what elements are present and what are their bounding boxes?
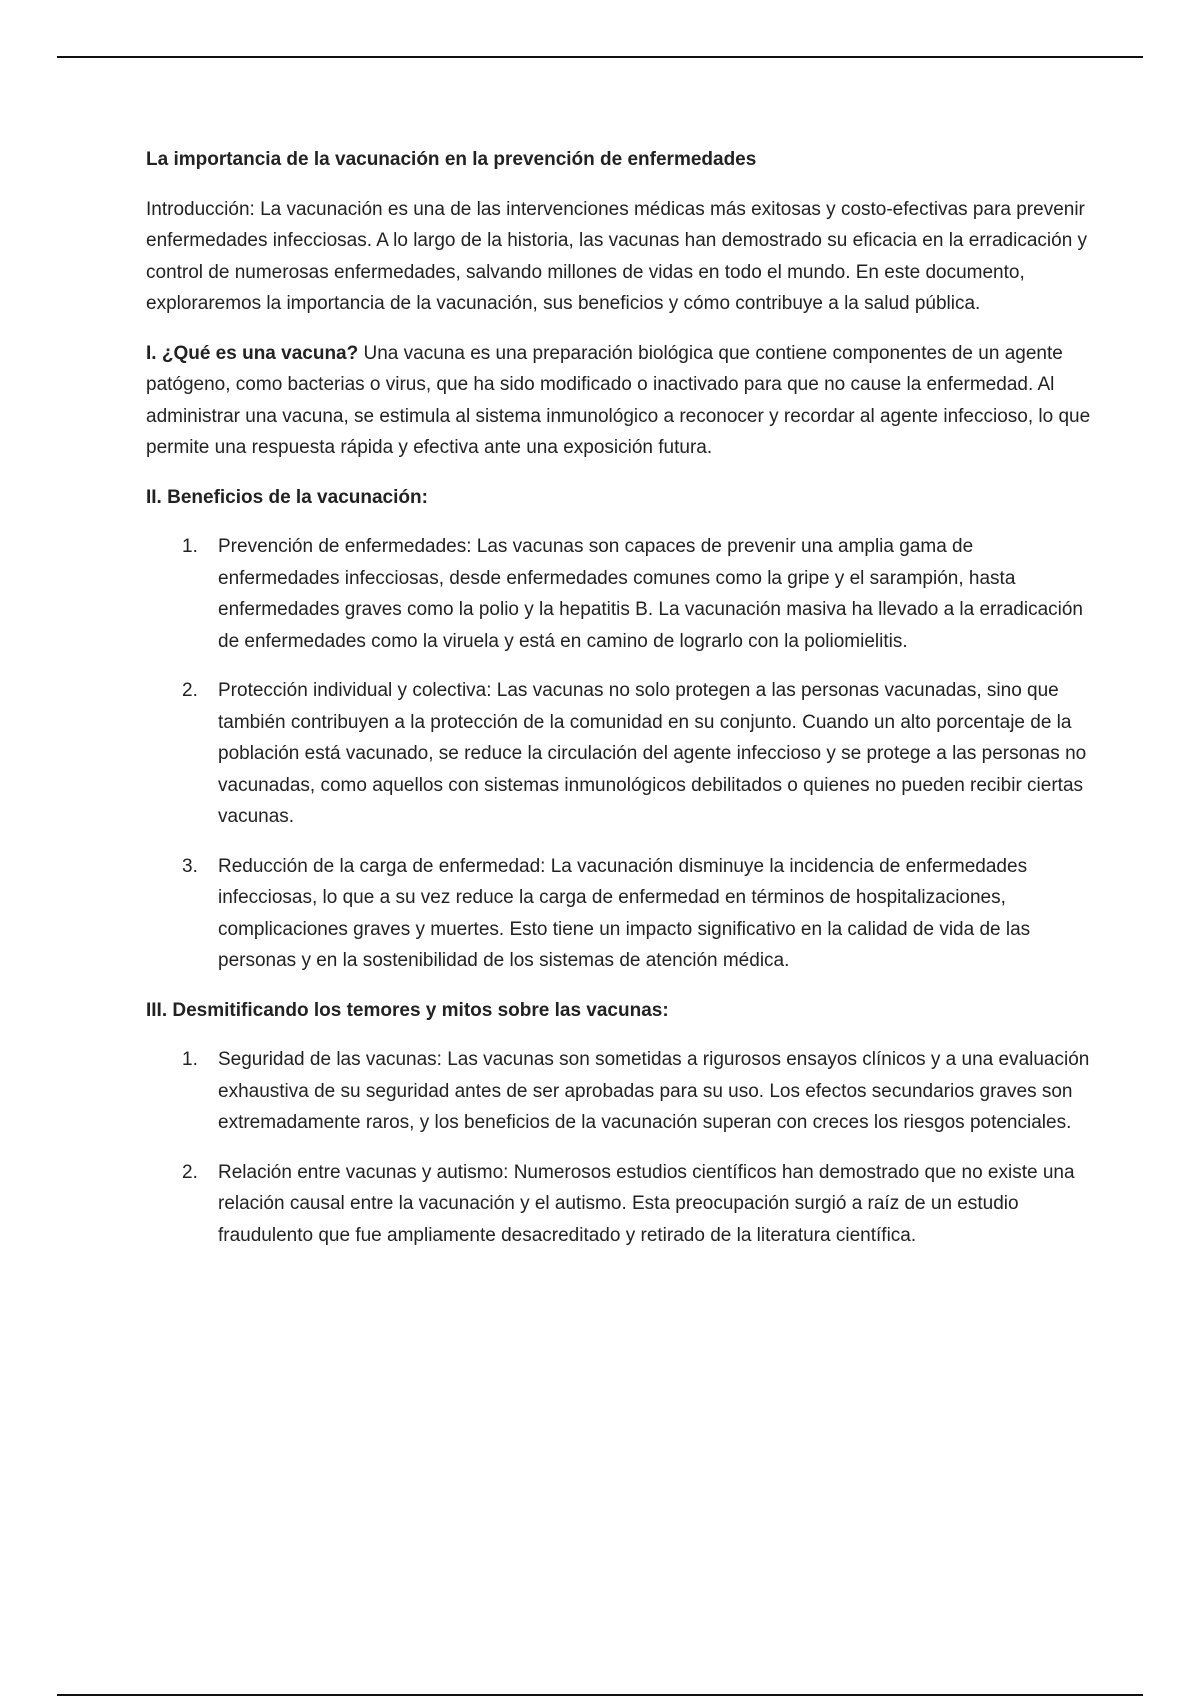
section-benefits-heading: II. Beneficios de la vacunación:	[146, 486, 428, 508]
list-item-number: 2.	[182, 1161, 198, 1183]
myths-list	[146, 1044, 1096, 1251]
list-item-number: 1.	[182, 1049, 198, 1070]
benefits-list	[146, 531, 1096, 977]
list-item	[146, 1044, 1096, 1139]
list-item-text: Seguridad de las vacunas: Las vacunas son sometidas a rigurosos ensayos clínicos y a una evaluación exhaustiva de su seguridad antes de ser aprobadas para su uso. Los efectos secundarios graves son extremadamente raros, y los beneficios de la vacunación superan con creces los riesgos potenciales.	[218, 1049, 1090, 1133]
section-what-is-vaccine-heading: I. ¿Qué es una vacuna?	[146, 342, 359, 364]
list-item-text: Protección individual y colectiva: Las vacunas no solo protegen a las personas vacunadas, sino que también contribuyen a la protección de la comunidad en su conjunto. Cuando un alto porcentaje de la población está vacunado, se reduce la circulación del agente infeccioso y se protege a las personas no vacunadas, como aquellos con sistemas inmunológicos debilitados o quienes no pueden recibir ciertas vacunas.	[218, 680, 1087, 827]
list-item	[146, 851, 1096, 977]
document-title: La importancia de la vacunación en la prevención de enfermedades	[146, 149, 757, 170]
intro-paragraph: Introducción: La vacunación es una de las intervenciones médicas más exitosas y costo-efectivas para prevenir enfermedades infecciosas. A lo largo de la historia, las vacunas han demostrado su eficacia en la erradicación y control de numerosas enfermedades, salvando millones de vidas en todo el mundo. En este documento, exploraremos la importancia de la vacunación, sus beneficios y cómo contribuye a la salud pública.	[146, 198, 1088, 314]
footer-rule	[57, 1694, 1143, 1696]
section-myths-heading: III. Desmitificando los temores y mitos sobre las vacunas:	[146, 999, 669, 1021]
list-item-number: 1.	[182, 536, 198, 557]
list-item	[146, 531, 1096, 657]
document-body	[146, 144, 1096, 1269]
section-what-is-vaccine	[146, 338, 1096, 464]
list-item	[146, 675, 1096, 833]
list-item-number: 2.	[182, 680, 198, 701]
list-item-text: Prevención de enfermedades: Las vacunas son capaces de prevenir una amplia gama de enfermedades infecciosas, desde enfermedades comunes como la gripe y el sarampión, hasta enfermedades graves como la polio y la hepatitis B. La vacunación masiva ha llevado a la erradicación de enfermedades como la viruela y está en camino de lograrlo con la poliomielitis.	[218, 536, 1083, 652]
section-what-is-vaccine-body: Una vacuna es una preparación biológica que contiene componentes de un agente patógeno, como bacterias o virus, que ha sido modificado o inactivado para que no cause la enfermedad. Al administrar una vacuna, se estimula al sistema inmunológico a reconocer y recordar al agente infeccioso, lo que permite una respuesta rápida y efectiva ante una exposición futura.	[146, 342, 1091, 458]
list-item	[146, 1157, 1096, 1252]
list-item-text: Relación entre vacunas y autismo: Numerosos estudios científicos han demostrado que no existe una relación causal entre la vacunación y el autismo. Esta preocupación surgió a raíz de un estudio fraudulento que fue ampliamente desacreditado y retirado de la literatura científica.	[218, 1161, 1075, 1246]
list-item-number: 3.	[182, 855, 198, 877]
list-item-text: Reducción de la carga de enfermedad: La vacunación disminuye la incidencia de enfermedades infecciosas, lo que a su vez reduce la carga de enfermedad en términos de hospitalizaciones, complicaciones graves y muertes. Esto tiene un impacto significativo en la calidad de vida de las personas y en la sostenibilidad de los sistemas de atención médica.	[218, 855, 1031, 971]
header-rule	[57, 56, 1143, 58]
